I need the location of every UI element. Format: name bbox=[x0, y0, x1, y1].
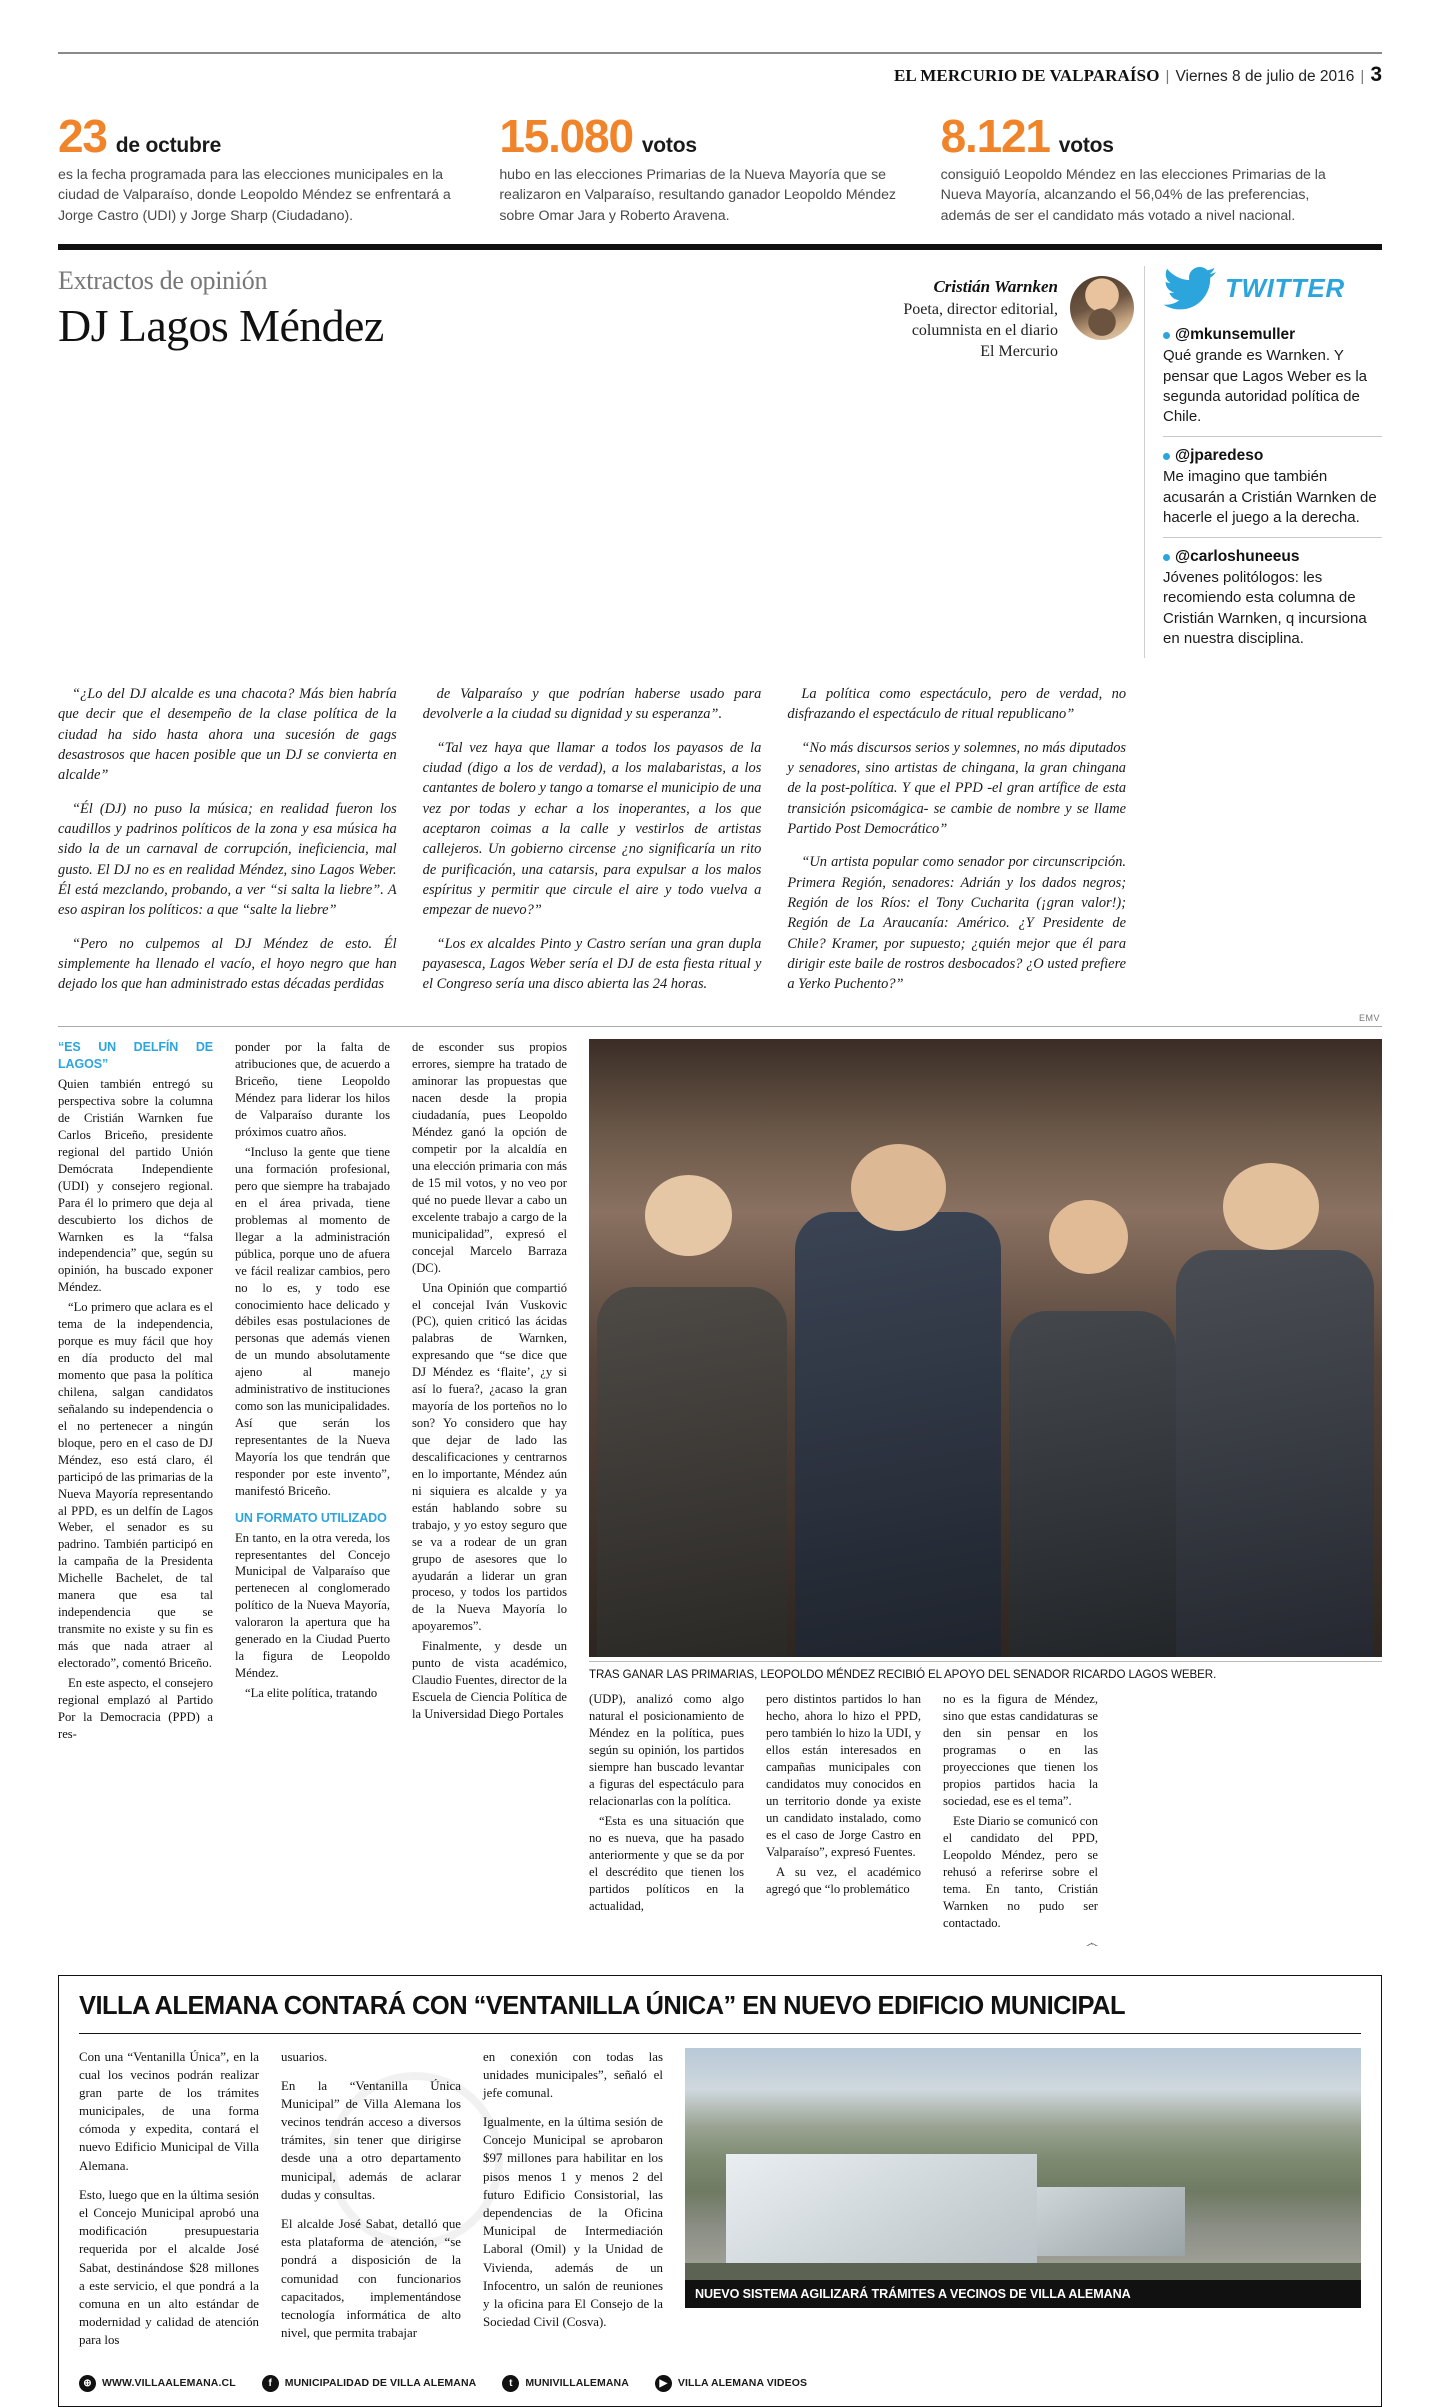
quote-paragraph: “Él (DJ) no puso la música; en realidad fueron los caudillos y padrinos políticos de la zona y esa música ha sido la de un carnaval de corrupción, ineficiencia, mal gusto. El DJ no es en realidad Méndez, sino Lagos Weber. Él está mezclando, probando, a ver “si salta la liebre”. A eso aspiran los políticos: a que “salte la liebre” bbox=[58, 800, 397, 919]
masthead-line bbox=[58, 54, 1382, 87]
photo-credit: EMV bbox=[1358, 1013, 1380, 1024]
paper-name: EL MERCURIO DE VALPARAÍSO bbox=[893, 66, 1160, 85]
ad-body bbox=[79, 2048, 1361, 2361]
article-paragraph: Este Diario se comunicó con el candidato del PPD, Leopoldo Méndez, pero se rehusó a referirse sobre el tema. En tanto, Cristián Warnken no pudo ser contactado. bbox=[943, 1814, 1098, 1930]
photo-figure bbox=[1009, 1311, 1176, 1657]
article-column bbox=[589, 1691, 744, 1954]
bullet-icon bbox=[1163, 554, 1170, 561]
tweet-handle-row[interactable] bbox=[1163, 326, 1382, 344]
stat-number: 23 bbox=[58, 110, 107, 162]
stat-text: es la fecha programada para las elecciones municipales en la ciudad de Valparaíso, donde Leopoldo Méndez se enfrentará a Jorge Castro (UDI) y Jorge Sharp (Ciudadano). bbox=[58, 167, 451, 224]
quote-paragraph: “Tal vez haya que llamar a todos los payasos de la ciudad (digo a los de verdad), a los malabaristas, a los cantantes de bolero y tango a tomarse el municipio de una vez por todas y echar a los inoperantes, a los que aceptaron coimas a la calle y vestirlos de artistas callejeros. Un gobierno circense ¿no significaría un rito de purificación, una catarsis, para expulsar a los malos espíritus y permitir que circule el aire y todo vuelva a empezar de nuevo?” bbox=[422, 739, 762, 919]
article-paragraph: (UDP), analizó como algo natural el posicionamiento de Méndez en la política, pues según su opinión, los partidos siempre han buscado levantar a figuras del espectáculo para relacionarlas con la política. bbox=[589, 1692, 744, 1809]
photo-caption: TRAS GANAR LAS PRIMARIAS, LEOPOLDO MÉNDEZ RECIBIÓ EL APOYO DEL SENADOR RICARDO LAGOS WEBER. bbox=[589, 1661, 1382, 1681]
ad-headline: VILLA ALEMANA CONTARÁ CON “VENTANILLA ÚNICA” EN NUEVO EDIFICIO MUNICIPAL bbox=[79, 1992, 1361, 2034]
article-photo-block bbox=[589, 1039, 1382, 1954]
photo-face bbox=[851, 1144, 946, 1231]
article-photo bbox=[589, 1039, 1382, 1657]
article-paragraph: A su vez, el académico agregó que “lo problemático bbox=[766, 1864, 921, 1896]
ad-footer-item[interactable] bbox=[262, 2375, 477, 2392]
byline-zone bbox=[658, 266, 1144, 658]
bullet-icon bbox=[1163, 453, 1170, 460]
article-paragraph: “La elite política, tratando bbox=[245, 1686, 378, 1700]
photo-face bbox=[645, 1175, 732, 1255]
stat-block bbox=[58, 110, 499, 226]
quote-paragraph: “Los ex alcaldes Pinto y Castro serían una gran dupla payasesca, Lagos Weber sería el DJ de esta fiesta ritual y el Congreso sería una disco abierta las 24 horas. bbox=[422, 935, 762, 993]
section-divider bbox=[58, 244, 1382, 250]
stat-text: hubo en las elecciones Primarias de la Nueva Mayoría que se realizaron en Valparaíso, resultando ganador Leopoldo Méndez sobre Omar Jara y Roberto Aravena. bbox=[499, 167, 896, 224]
article-paragraph: “Esta es una situación que no es nueva, que ha pasado anteriormente y que se da por el descrédito que tienen los partidos políticos en la actualidad, bbox=[589, 1814, 744, 1913]
article-paragraph: de esconder sus propios errores, siempre ha tratado de aminorar las propuestas que nacen desde la propia ciudadanía, pues Leopoldo Méndez ganó la opción de competir por la alcaldía en una elección primaria con más de 15 mil votos, y no veo por qué no puede llevar a cabo un excelente trabajo a cargo de la municipalidad”, expresó el concejal Marcelo Barraza (DC). bbox=[412, 1040, 567, 1275]
article-column bbox=[766, 1691, 921, 1954]
ad-column bbox=[281, 2048, 461, 2361]
masthead-separator-1: | bbox=[1165, 68, 1170, 85]
ad-footer-label[interactable]: MUNIVILLALEMANA bbox=[525, 2377, 629, 2389]
stat-unit: votos bbox=[1058, 134, 1114, 157]
stat-head bbox=[940, 110, 1348, 162]
article-column bbox=[235, 1039, 390, 1954]
stats-strip bbox=[58, 110, 1382, 226]
article-paragraph: Finalmente, y desde un punto de vista académico, Claudio Fuentes, director de la Escuela de Ciencia Política de la Universidad Diego Portales bbox=[412, 1639, 567, 1721]
article-paragraph: ponder por la falta de atribuciones que, de acuerdo a Briceño, tiene Leopoldo Méndez para liderar los hilos de Valparaíso durante los próximos cuatro años. bbox=[235, 1040, 390, 1140]
ad-paragraph: Esto, luego que en la última sesión el Concejo Municipal aprobó una modificación presupuestaria requerida por el alcalde José Sabat, destinándose $28 millones a este servicio, el que pondrá a la comuna en un alto estándar de modernidad y calidad de atención para los bbox=[79, 2187, 259, 2348]
byline bbox=[903, 276, 1058, 362]
ad-footer-item[interactable] bbox=[655, 2375, 807, 2392]
twitter-brand bbox=[1163, 266, 1382, 310]
quote-paragraph: La política como espectáculo, pero de verdad, no disfrazando el espectáculo de ritual republicano” bbox=[787, 686, 1127, 723]
photo-figure bbox=[597, 1287, 787, 1658]
facebook-icon: f bbox=[262, 2375, 279, 2392]
article-column bbox=[58, 1039, 213, 1954]
stat-number: 8.121 bbox=[940, 110, 1050, 162]
article-column bbox=[943, 1691, 1098, 1954]
tweet-handle[interactable]: @mkunsemuller bbox=[1175, 326, 1296, 344]
building-shape bbox=[726, 2154, 1037, 2265]
ad-footer-label[interactable]: VILLA ALEMANA VIDEOS bbox=[677, 2377, 808, 2389]
section-heading: “ES UN DELFÍN DE LAGOS” bbox=[58, 1040, 213, 1072]
pull-quote-columns bbox=[58, 684, 1382, 1007]
bullet-icon bbox=[1163, 332, 1170, 339]
section-heading: UN FORMATO UTILIZADO bbox=[235, 1510, 387, 1525]
twitter-bird-icon bbox=[1163, 266, 1217, 310]
ad-footer-label[interactable]: MUNICIPALIDAD DE VILLA ALEMANA bbox=[284, 2377, 477, 2389]
twitter-wordmark: TWITTER bbox=[1225, 272, 1345, 303]
article-paragraph: Quien también entregó su perspectiva sobre la columna de Cristián Warnken fue Carlos Briceño, presidente regional del partido Unión Demócrata Independiente (UDI) y consejero regional. Para él lo primero que deja al descubierto los dichos de Warnken es la “falsa independencia” que, según su opinión, ha buscado exponer Méndez. bbox=[58, 1077, 213, 1295]
article-lower-columns bbox=[589, 1691, 1382, 1954]
masthead-separator-2: | bbox=[1360, 68, 1365, 85]
ad-column bbox=[483, 2048, 663, 2361]
article-paragraph: pero distintos partidos lo han hecho, ahora lo hizo el PPD, pero también lo hizo la UDI, y ellos están interesados en campañas municipales con candidatos muy conocidos en un territorio donde ya existe un candidato instalado, como es el caso de Jorge Castro en Valparaíso”, expresó Fuentes. bbox=[766, 1692, 921, 1859]
photo-figure bbox=[795, 1212, 1001, 1657]
quote-column bbox=[58, 684, 397, 1007]
author-role-3: El Mercurio bbox=[980, 343, 1058, 361]
end-mark: ෴ bbox=[1086, 1935, 1098, 1950]
tweet-item[interactable] bbox=[1163, 437, 1382, 538]
stat-head bbox=[499, 110, 906, 162]
article-paragraph: En este aspecto, el consejero regional emplazó al Partido Por la Democracia (PPD) a res- bbox=[58, 1675, 213, 1741]
quote-paragraph: “Pero no culpemos al DJ Méndez de esto. Él simplemente ha llenado el vacío, el hoyo negro que han dejado los que han administrado estas décadas perdidas bbox=[58, 935, 397, 993]
byline-wrap bbox=[658, 266, 1144, 362]
quote-paragraph: “¿Lo del DJ alcalde es una chacota? Más bien habría que decir que el desempeño de la clase política de la ciudad ha sido hasta ahora una sucesión de gags desastrosos que hacen posible que un DJ se convierta en alcalde” bbox=[58, 686, 397, 784]
article-paragraph: “Lo primero que aclara es el tema de la independencia, porque es muy fácil que hoy en día producto del mal momento que pasa la política chilena, salgan candidatos señalando su independencia o el no pertenecer a ningún bloque, pero en el caso de DJ Méndez, eso está claro, él participó de las primarias de la Nueva Mayoría representando al PPD, es un delfín de Lagos Weber, el senador es su padrino. También participó en la campaña de la Presidenta Michelle Bachelet, de tal manera que esa tal independencia que se transmite no existe y su fin es más que nada atraer al electorado”, comentó Briceño. bbox=[58, 1300, 213, 1670]
stat-unit: de octubre bbox=[115, 134, 222, 157]
author-avatar bbox=[1070, 276, 1134, 340]
ad-column bbox=[79, 2048, 259, 2361]
author-name: Cristián Warnken bbox=[933, 277, 1058, 297]
ad-paragraph: Con una “Ventanilla Única”, en la cual los vecinos podrán realizar gran parte de los trámites municipales, de una forma cómoda y expedita, contará el nuevo Edificio Municipal de Villa Alemana. bbox=[79, 2049, 259, 2173]
ground-shape bbox=[685, 2263, 1361, 2279]
ad-photo bbox=[685, 2048, 1361, 2280]
stat-unit: votos bbox=[641, 134, 697, 157]
ad-footer-label[interactable]: WWW.VILLAALEMANA.CL bbox=[102, 2377, 236, 2389]
article-paragraph: Una Opinión que compartió el concejal Iván Vuskovic (PC), quien criticó las ácidas palabras de Warnken, expresando que “se dice que DJ Méndez es ‘flaite’, ¿y si así lo fuera?, ¿acaso la gran mayoría de los porteños no lo son? Yo considero que hay que dejar de lado las descalificaciones y centrarnos en lo importante, Méndez aún ni siquiera es alcalde y ya están hablando sobre su trabajo, y yo estoy seguro que se va a rodear de un gran grupo de asesores que lo ayudarán a liderar un gran proceso, y todos los partidos de la Nueva Mayoría lo apoyaremos”. bbox=[412, 1280, 567, 1634]
publication-date: Viernes 8 de julio de 2016 bbox=[1175, 68, 1355, 85]
stat-number: 15.080 bbox=[499, 110, 633, 162]
stat-head bbox=[58, 110, 465, 162]
ad-paragraph: Igualmente, en la última sesión de Concejo Municipal se aprobaron $97 millones para habilitar en los pisos menos 1 y menos 2 del futuro Edificio Consistorial, las dependencias de la Oficina Municipal de Intermediación Laboral (Omil) y la Unidad de Vivienda, además de un Infocentro, un salón de reuniones y la oficina para El Consejo de la Sociedad Civil (Cosva). bbox=[483, 2115, 663, 2330]
tweet-handle-row[interactable] bbox=[1163, 447, 1382, 465]
ad-footer-item[interactable] bbox=[502, 2375, 629, 2392]
twitter-icon: t bbox=[502, 2375, 519, 2392]
photo-figure bbox=[1176, 1250, 1374, 1658]
tweet-item[interactable] bbox=[1163, 316, 1382, 437]
tweet-handle[interactable]: @carloshuneeus bbox=[1175, 548, 1300, 566]
youtube-icon: ▶ bbox=[655, 2375, 672, 2392]
author-role-1: Poeta, director editorial, bbox=[903, 300, 1058, 318]
quote-paragraph: de Valparaíso y que podrían haberse usado para devolverle a la ciudad su dignidad y su esperanza”. bbox=[422, 686, 762, 723]
stat-block bbox=[499, 110, 940, 226]
photo-face bbox=[1049, 1200, 1128, 1274]
tweet-handle-row[interactable] bbox=[1163, 548, 1382, 566]
tweet-text: Qué grande es Warnken. Y pensar que Lagos Weber es la segunda autoridad política de Chile. bbox=[1163, 347, 1368, 426]
ad-footer-item[interactable] bbox=[79, 2375, 236, 2392]
tweet-text: Me imagino que también acusarán a Cristián Warnken de hacerle el juego a la derecha. bbox=[1163, 468, 1377, 526]
ad-footer bbox=[79, 2375, 1361, 2392]
opinion-kicker: Extractos de opinión bbox=[58, 266, 268, 296]
quote-paragraph: “Un artista popular como senador por circunscripción. Primera Región, senadores: Adrián y los dados negros; Región de los Ríos: el Tony Cucharita (¡gran valor!); Región de La Araucanía: Américo. ¿Y Presidente de Chile? Kramer, por supuesto; ¿quién mejor que él para dirigir este baile de rostros desbocados? ¿O usted prefiere a Yerko Puchento?” bbox=[787, 854, 1127, 993]
building-shape bbox=[1037, 2187, 1186, 2257]
opinion-title-block bbox=[58, 266, 658, 658]
article-paragraph: En tanto, en la otra vereda, los representantes del Concejo Municipal de Valparaíso que pertenecen al conglomerado político de la Nueva Mayoría, valoraron la apertura que ha generado en la Ciudad Puerto la figura de Leopoldo Méndez. bbox=[235, 1530, 390, 1681]
thin-divider bbox=[58, 1026, 1382, 1027]
photo-face bbox=[1223, 1163, 1318, 1250]
masthead bbox=[58, 0, 1382, 87]
tweet-handle[interactable]: @jparedeso bbox=[1175, 447, 1264, 465]
article-body bbox=[58, 1039, 1382, 1954]
globe-icon: ⊕ bbox=[79, 2375, 96, 2392]
tweet-item[interactable] bbox=[1163, 538, 1382, 658]
article-paragraph: no es la figura de Méndez, sino que estas candidaturas se den sin pensar en los programas o en las proyecciones que tienen los propios partidos hacia la sociedad, ese es el tema”. bbox=[943, 1692, 1098, 1809]
quote-paragraph: “No más discursos serios y solemnes, no más diputados y senadores, sino artistas de chingana, la gran chingana de la post-política. Y que el PPD -el gran artífice de esta transición psicomágica- se cambie de nombre y se llame Partido Post Democrático” bbox=[787, 739, 1127, 837]
ad-paragraph: El alcalde José Sabat, detalló que esta plataforma de atención, “se pondrá a disposición de la comunidad con funcionarios capacitados, implementándose tecnología informática de alto nivel, que permita trabajar bbox=[281, 2217, 461, 2341]
opinion-title: DJ Lagos Méndez bbox=[58, 300, 384, 352]
quote-column bbox=[787, 684, 1126, 1007]
article-paragraph: “Incluso la gente que tiene una formación profesional, pero que siempre ha trabajado en el área privada, tiene problemas al momento de llegar a la administración pública, porque uno de afuera ve fácil realizar cambios, pero no lo es, y todo ese conocimiento hace delicado y débiles esas postulaciones de personas que además vienen de un mundo absolutamente ajeno al manejo administrativo de instituciones como son las municipalidades. Así que serán los representantes de la Nueva Mayoría los que tendrán que responder por este invento”, manifestó Briceño. bbox=[235, 1145, 390, 1498]
ad-paragraph: en conexión con todas las unidades municipales”, señaló el jefe comunal. bbox=[483, 2049, 663, 2100]
stat-block bbox=[940, 110, 1382, 226]
tweet-text: Jóvenes politólogos: les recomiendo esta columna de Cristián Warnken, q incursiona en nuestra disciplina. bbox=[1163, 569, 1367, 647]
twitter-panel bbox=[1144, 266, 1382, 658]
ad-photo-block bbox=[685, 2048, 1361, 2361]
quote-column bbox=[423, 684, 762, 1007]
opinion-header-zone bbox=[58, 266, 1382, 658]
ad-paragraph: En la “Ventanilla Única Municipal” de Villa Alemana los vecinos tendrán acceso a diversos trámites, sin tener que dirigirse desde una a otro departamento municipal, además de aclarar dudas y consultas. bbox=[281, 2078, 461, 2202]
stat-text: consiguió Leopoldo Méndez en las elecciones Primarias de la Nueva Mayoría, alcanzando el 56,04% de las preferencias, además de ser el candidato más votado a nivel nacional. bbox=[940, 167, 1326, 224]
author-role-2: columnista en el diario bbox=[911, 322, 1058, 340]
ad-photo-caption: NUEVO SISTEMA AGILIZARÁ TRÁMITES A VECINOS DE VILLA ALEMANA bbox=[685, 2280, 1361, 2308]
article-column bbox=[412, 1039, 567, 1954]
advertisement bbox=[58, 1975, 1382, 2407]
ad-paragraph: usuarios. bbox=[281, 2049, 328, 2064]
page-number: 3 bbox=[1370, 63, 1382, 86]
